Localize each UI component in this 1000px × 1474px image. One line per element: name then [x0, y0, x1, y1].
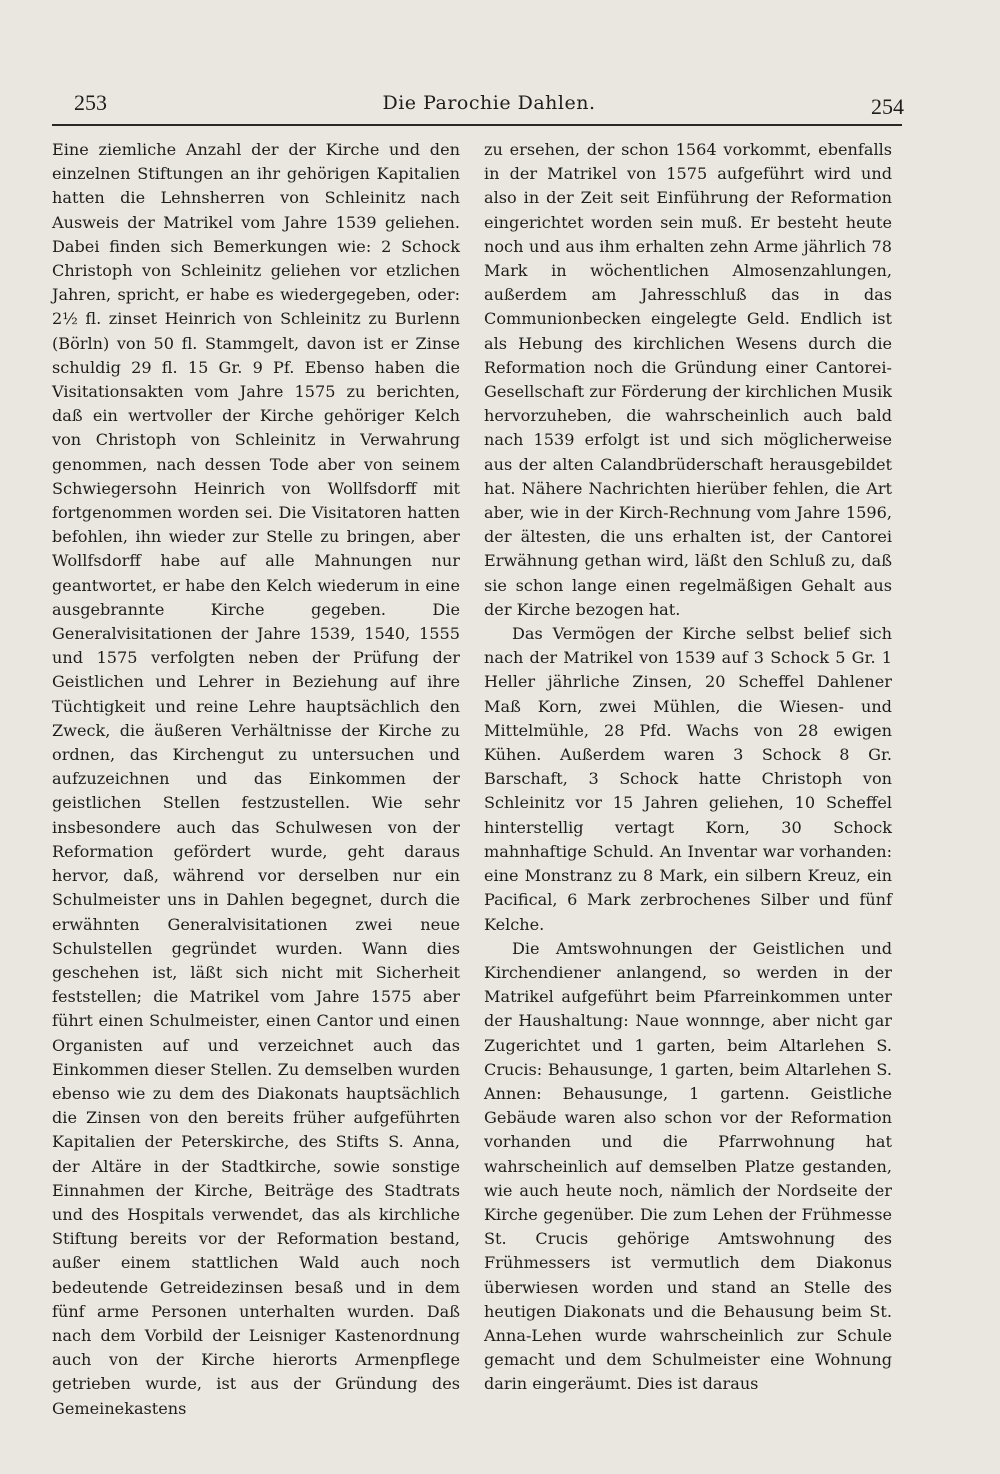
paragraph: Die Amtswohnungen der Geistlichen und Kirchendiener anlangend, so werden in der Matrikel aufgeführt beim Pfarreinkommen unter der Haushaltung: Naue wonnnge, aber nicht gar Zugerichtet und 1 garten, beim Altarlehen S. Crucis: Behausunge, 1 garten, beim Altarlehen S. Annen: Behausunge, 1 gartenn. Geistliche Gebäude waren also schon vor der Reformation vorhanden und die Pfarrwohnung hat wahrscheinlich auf demselben Platze gestanden, wie auch heute noch, nämlich der Nordseite der Kirche gegenüber. Die zum Lehen der Frühmesse St. Crucis gehörige Amtswohnung des Frühmessers ist vermutlich dem Diakonus überwiesen worden und stand an Stelle des heutigen Diakonats und die Behausung beim St. Anna-Lehen wurde wahrscheinlich zur Schule gemacht und dem Schulmeister eine Wohnung darin eingeräumt. Dies ist daraus: [484, 938, 892, 1394]
running-title: Die Parochie Dahlen.: [382, 92, 596, 114]
paragraph: Eine ziemliche Anzahl der der Kirche und den einzelnen Stiftungen an ihr gehörigen Kapitalien hatten die Lehnsherren von Schleinitz nach Ausweis der Matrikel vom Jahre 1539 geliehen. Dabei finden sich Bemerkungen wie: 2 Schock Christoph von Schleinitz geliehen vor etzlichen Jahren, spricht, er habe es wiedergegeben, oder: 2½ fl. zinset Heinrich von Schleinitz zu Burlenn (Börln) von 50 fl. Stammgelt, davon ist er Zinse schuldig 29 fl. 15 Gr. 9 Pf. Ebenso haben die Visitationsakten vom Jahre 1575 zu berichten, daß ein wertvoller der Kirche gehöriger Kelch von Christoph von Schleinitz in Verwahrung genommen, nach dessen Tode aber von seinem Schwiegersohn Heinrich von Wollfsdorff mit fortgenommen worden sei. Die Visitatoren hatten befohlen, ihn wieder zur Stelle zu bringen, aber Wollfsdorff habe auf alle Mahnungen nur geantwortet, er habe den Kelch wiederum in eine ausgebrannte Kirche gegeben. Die Generalvisitationen der Jahre 1539, 1540, 1555 und 1575 verfolgten neben der Prüfung der Geistlichen und Lehrer in Beziehung auf ihre Tüchtigkeit und reine Lehre hauptsächlich den Zweck, die äußeren Verhältnisse der Kirche zu ordnen, das Kirchengut zu untersuchen und aufzuzeichnen und das Einkommen der geistlichen Stellen festzustellen. Wie sehr insbesondere auch das Schulwesen von der Reformation gefördert wurde, geht daraus hervor, daß, während vor derselben nur ein Schulmeister uns in Dahlen begegnet, durch die erwähnten Generalvisitationen zwei neue Schulstellen gegründet wurden. Wann dies geschehen ist, läßt sich nicht mit Sicherheit feststellen; die Matrikel vom Jahre 1575 aber führt einen Schulmeister, einen Cantor und einen Organisten auf und verzeichnet auch das Einkommen dieser Stellen. Zu demselben wurden ebenso wie zu dem des Diakonats hauptsächlich die Zinsen von den bereits früher aufgeführten Kapitalien der Peterskirche, des Stifts S. Anna, der Altäre in der Stadtkirche, sowie sonstige Einnahmen der Kirche, Beiträge des Stadtrats und des Hospitals verwendet, das als kirchliche Stiftung bereits vor der Reformation bestand, außer einem stattlichen Wald auch noch bedeutende Getreidezinsen besaß und in dem fünf arme Personen unterhalten wurden. Daß nach dem Vorbild der Leisniger Kastenordnung auch von der Kirche hierorts Armenpflege getrieben wurde, ist aus der Gründung des Gemeinekastens: [52, 140, 460, 1418]
right-column: [484, 138, 892, 1397]
header-rule: [52, 124, 902, 126]
paragraph: zu ersehen, der schon 1564 vorkommt, ebenfalls in der Matrikel von 1575 aufgeführt wird und also in der Zeit seit Einführung der Reformation eingerichtet worden sein muß. Er besteht heute noch und aus ihm erhalten zehn Arme jährlich 78 Mark in wöchentlichen Almosenzahlungen, außerdem am Jahresschluß das in das Communionbecken eingelegte Geld. Endlich ist als Hebung des kirchlichen Wesens durch die Reformation noch die Gründung einer Cantorei-Gesellschaft zur Förderung der kirchlichen Musik hervorzuheben, die wahrscheinlich auch bald nach 1539 erfolgt ist und sich möglicherweise aus der alten Calandbrüderschaft herausgebildet hat. Nähere Nachrichten hierüber fehlen, die Art aber, wie in der Kirch-Rechnung vom Jahre 1596, der ältesten, die uns erhalten ist, der Cantorei Erwähnung gethan wird, läßt den Schluß zu, daß sie schon lange einen regelmäßigen Gehalt aus der Kirche bezogen hat.: [484, 140, 892, 619]
page-number-right: 254: [871, 94, 904, 119]
page-number-left: 253: [74, 90, 107, 115]
left-column: [52, 138, 460, 1421]
paragraph: Das Vermögen der Kirche selbst belief sich nach der Matrikel von 1539 auf 3 Schock 5 Gr. 1 Heller jährliche Zinsen, 20 Scheffel Dahlener Maß Korn, zwei Mühlen, die Wiesen- und Mittelmühle, 28 Pfd. Wachs von 28 ewigen Kühen. Außerdem waren 3 Schock 8 Gr. Barschaft, 3 Schock hatte Christoph von Schleinitz vor 15 Jahren geliehen, 10 Scheffel hinterstellig vertagt Korn, 30 Schock mahnhaftige Schuld. An Inventar war vorhanden: eine Monstranz zu 8 Mark, ein silbern Kreuz, ein Pacifical, 6 Mark zerbrochenes Silber und fünf Kelche.: [484, 624, 892, 934]
running-header: [74, 86, 904, 126]
